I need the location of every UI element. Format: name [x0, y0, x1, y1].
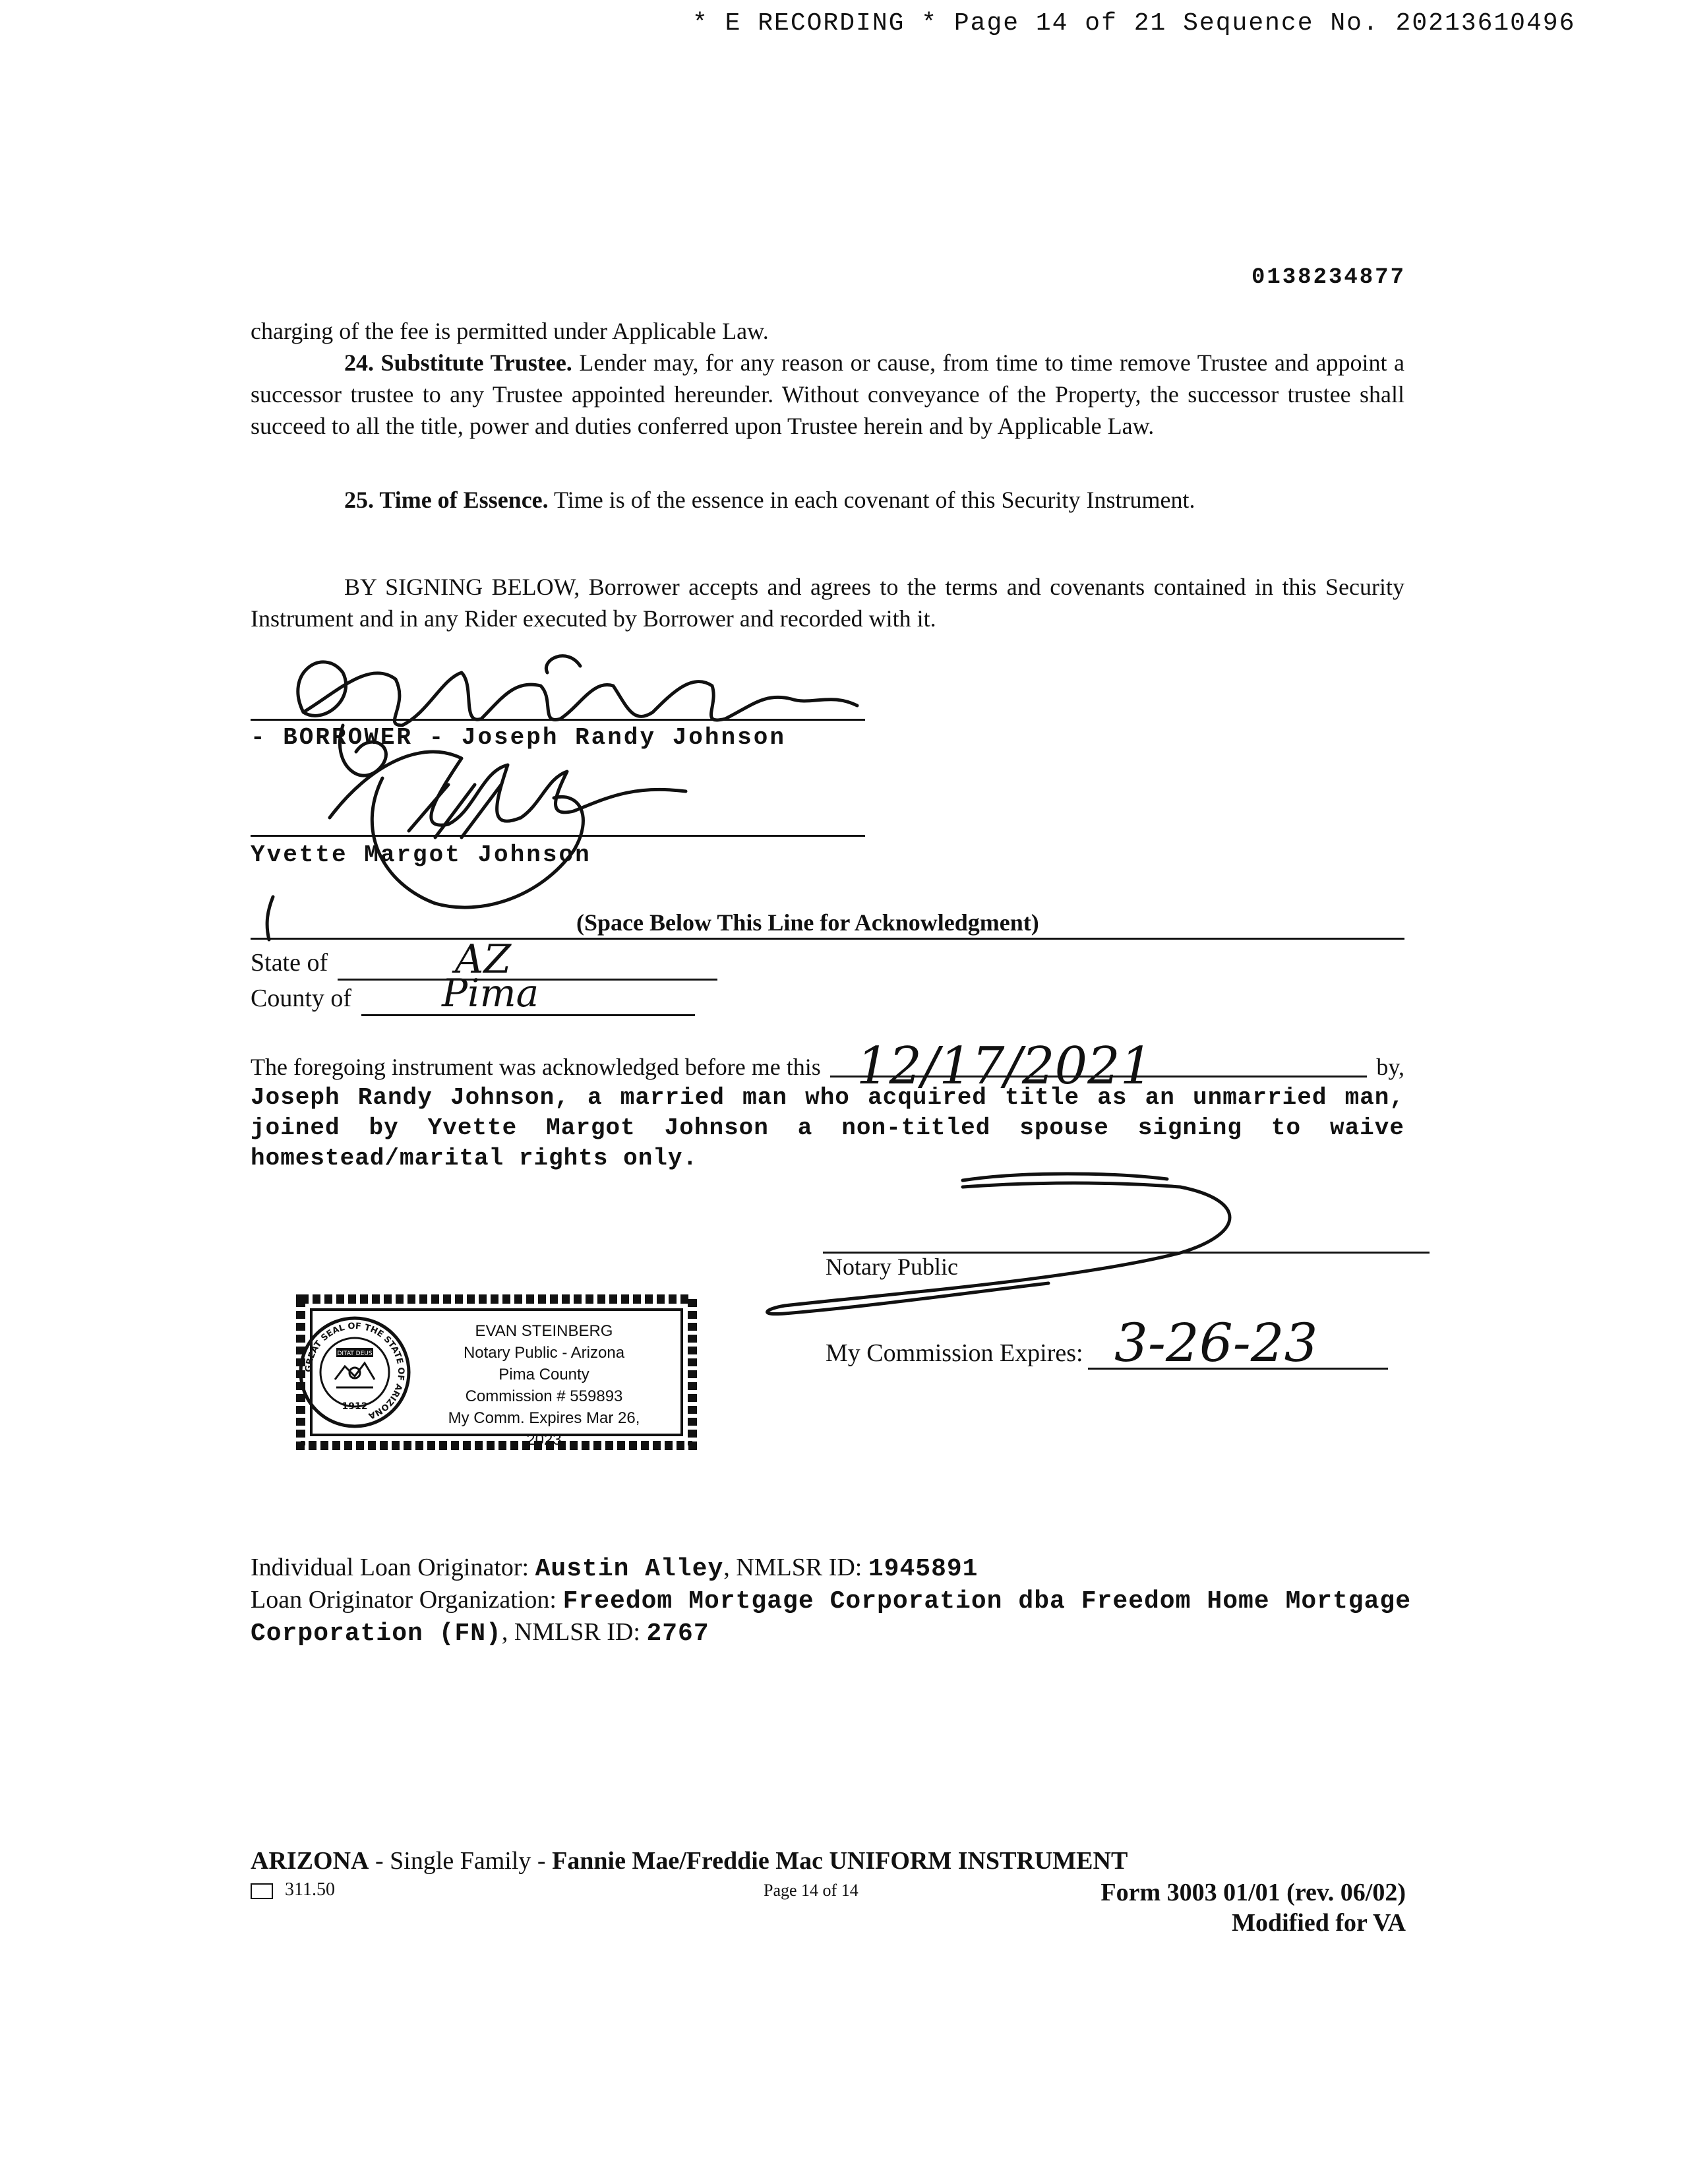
commission-expires-label: My Commission Expires: — [826, 1339, 1083, 1367]
notary-seal-text — [435, 1320, 653, 1451]
form-provider-logo-icon — [251, 1883, 273, 1899]
seal-motto: DITAT DEUS — [337, 1350, 373, 1357]
footer-title — [251, 1846, 1128, 1875]
clause-25-body: Time is of the essence in each covenant of this Security Instrument. — [548, 487, 1195, 513]
footer-form-number: Form 3003 01/01 (rev. 06/02) — [1100, 1879, 1406, 1906]
county-label: County of — [251, 985, 352, 1012]
loan-originators — [251, 1552, 1411, 1649]
seal-year: 1912 — [342, 1401, 368, 1412]
acknowledgment-divider — [251, 938, 1404, 940]
individual-originator-name: Austin Alley — [535, 1555, 724, 1583]
state-label: State of — [251, 949, 328, 977]
footer-page: Page 14 of 14 — [764, 1881, 859, 1900]
state-value: AZ — [455, 936, 512, 983]
org-originator-label: Loan Originator Organization: — [251, 1586, 557, 1614]
clause-23-end: charging of the fee is permitted under Applicable Law. — [251, 318, 769, 344]
notary-county: Pima County — [498, 1366, 589, 1383]
acknowledgment-heading: (Space Below This Line for Acknowledgment) — [572, 909, 1043, 936]
notary-name: EVAN STEINBERG — [475, 1322, 613, 1340]
footer-code-number: 311.50 — [285, 1879, 335, 1900]
clause-24 — [251, 347, 1404, 442]
commission-expires-value: 3-26-23 — [1114, 1312, 1318, 1374]
county-value: Pima — [442, 971, 539, 1016]
notary-commission-number: Commission # 559893 — [465, 1387, 623, 1405]
notary-public-label: Notary Public — [826, 1254, 958, 1280]
org-originator-name: Freedom Mortgage Corporation dba Freedom Home Mortgage Corporation (FN) — [251, 1587, 1411, 1648]
borrower-2-name: Yvette Margot Johnson — [251, 841, 591, 868]
acknowledgment-body: Joseph Randy Johnson, a married man who acquired title as an unmarried man, joined by Yvette Margot Johnson a non-titled spouse signing to waive homestead/marital rights only. — [251, 1084, 1404, 1172]
footer-form-code — [251, 1879, 335, 1900]
acknowledgment-text — [251, 1037, 1404, 1174]
individual-originator-id-label: , NMLSR ID: — [723, 1554, 862, 1581]
by-label: by, — [1376, 1054, 1404, 1080]
clause-25 — [251, 484, 1404, 516]
date-value: 12/17/2021 — [856, 1037, 1153, 1096]
notary-title: Notary Public - Arizona — [463, 1344, 625, 1362]
org-originator-id: 2767 — [646, 1620, 709, 1648]
notary-commission-expires: My Comm. Expires Mar 26, 2023 — [448, 1409, 640, 1449]
footer-title-state: ARIZONA — [251, 1847, 369, 1875]
individual-originator-id: 1945891 — [868, 1555, 979, 1583]
clause-25-heading: 25. Time of Essence. — [344, 487, 549, 513]
signing-statement: BY SIGNING BELOW, Borrower accepts and agrees to the terms and covenants contained in this Security Instrument and in any Rider executed by Borrower and recorded with it. — [251, 574, 1404, 632]
clause-24-heading: 24. Substitute Trustee. — [344, 349, 572, 376]
org-originator-id-label: , NMLSR ID: — [501, 1618, 640, 1646]
clause-24-body: Lender may, for any reason or cause, from time to time remove Trustee and appoint a successor trustee to any Trustee appointed hereunder. Without conveyance of the Property, the successor trustee shall succeed to all the title, power and duties conferred upon Trustee herein and by Applicable Law. — [251, 349, 1405, 439]
recording-header: * E RECORDING * Page 14 of 21 Sequence No. 20213610496 — [692, 9, 1576, 38]
individual-originator-label: Individual Loan Originator: — [251, 1554, 529, 1581]
loan-number: 0138234877 — [1251, 265, 1406, 290]
borrower-1-name: - BORROWER - Joseph Randy Johnson — [251, 724, 786, 751]
acknowledgment-intro: The foregoing instrument was acknowledged before me this — [251, 1054, 821, 1080]
footer-title-instrument: Fannie Mae/Freddie Mac UNIFORM INSTRUMENT — [552, 1847, 1128, 1875]
loan-originator-organization — [251, 1585, 1411, 1649]
footer-modified: Modified for VA — [1232, 1909, 1406, 1937]
seal-ring-text: GREAT SEAL OF THE STATE OF ARIZONA — [303, 1321, 406, 1421]
footer-title-type: - Single Family - — [369, 1847, 553, 1875]
acknowledgment-intro-line — [251, 1037, 1404, 1096]
individual-loan-originator — [251, 1552, 1411, 1585]
borrower-signatures — [264, 633, 910, 943]
date-line — [830, 1037, 1368, 1096]
